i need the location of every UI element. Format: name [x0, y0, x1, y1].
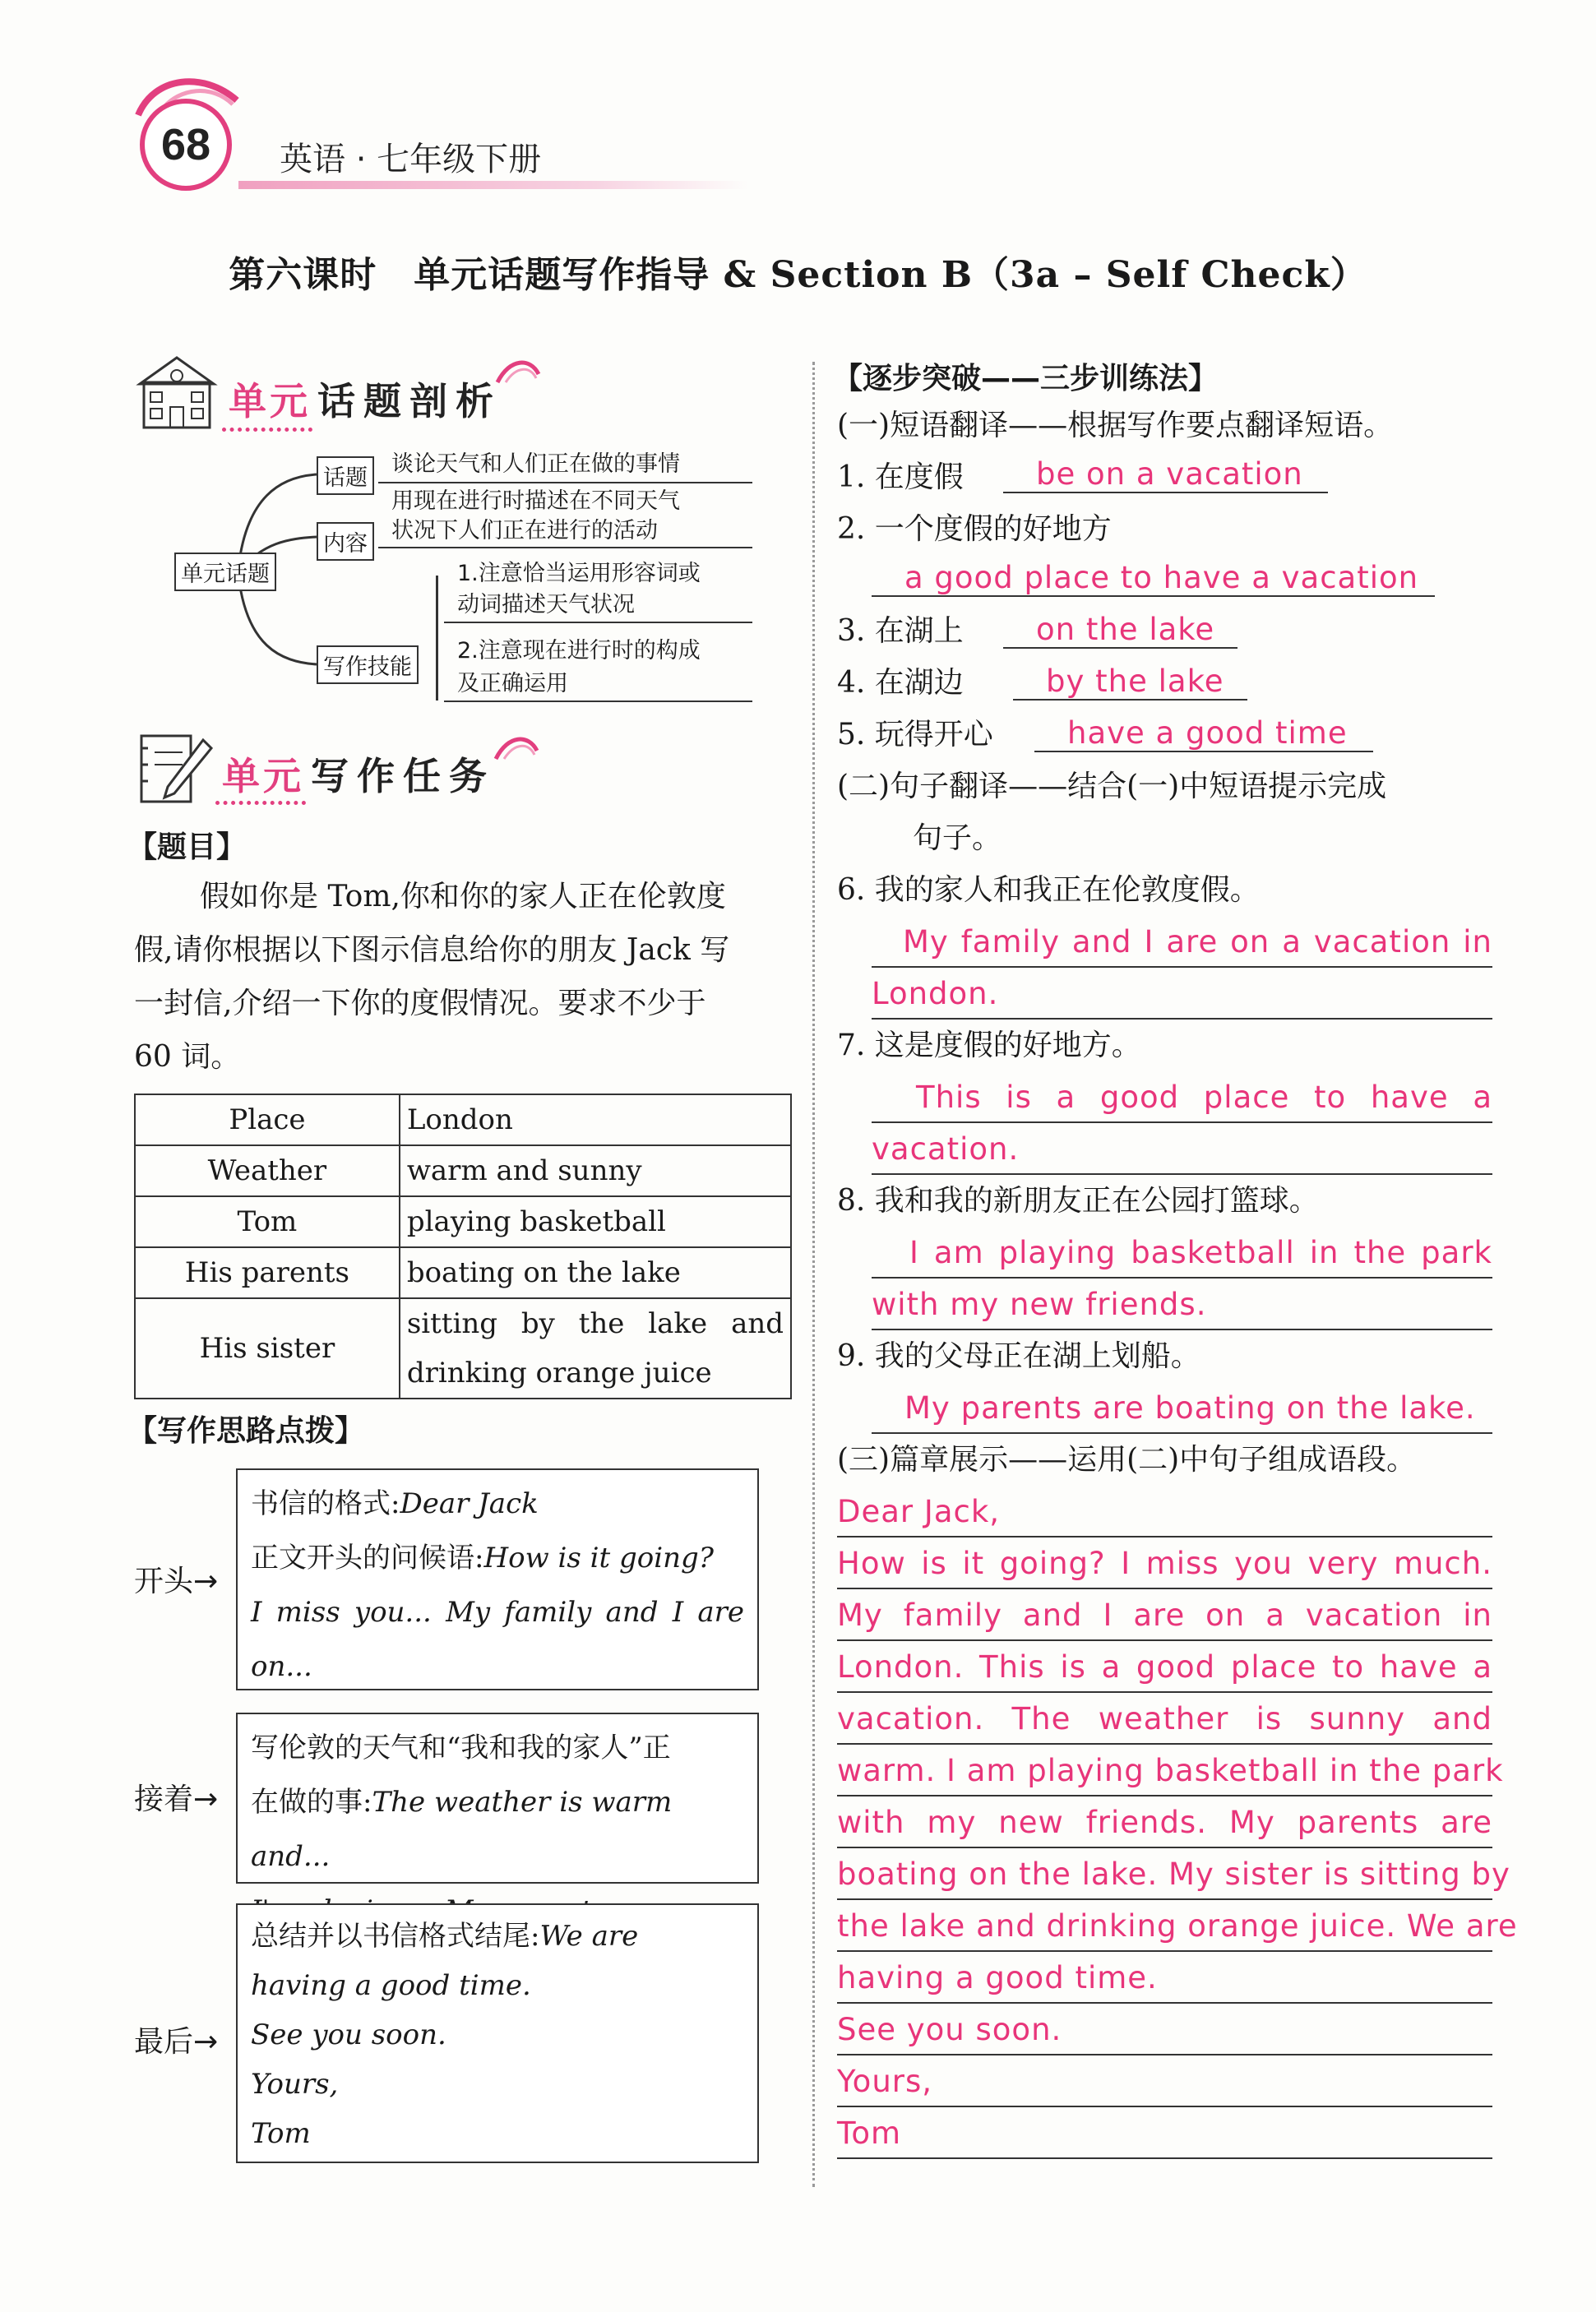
sentence-6-answer[interactable] [872, 916, 1492, 1020]
table-value: boating on the lake [400, 1247, 791, 1298]
opening-line-2 [251, 1531, 744, 1585]
banner-swirl-icon [492, 730, 541, 763]
mind-map-root: 单元话题 [174, 553, 276, 591]
ending-tip-box [236, 1903, 759, 2163]
answer-text: have a good time [1067, 715, 1348, 751]
passage-line: boating on the lake. My sister is sitting by [837, 1848, 1492, 1900]
sentence-8-cn: 8. 我和我的新朋友正在公园打篮球。 [837, 1184, 1319, 1218]
opening-line2-en: How is it going? [483, 1542, 714, 1574]
task-heading: 【题目】 [127, 830, 247, 864]
banner-dark-text: 话题剖析 [317, 379, 502, 423]
banner-pink-text: 单元 [229, 379, 311, 423]
passage-line: with my new friends. My parents are [837, 1796, 1492, 1848]
phrase-2-cn: 2. 一个度假的好地方 [837, 512, 1112, 546]
prompt-line-2: 假,请你根据以下图示信息给你的朋友 Jack 写 [134, 933, 730, 967]
lesson-title: 第六课时 单元话题写作指导 & Section B（3a – Self Check） [229, 254, 1367, 296]
table-key: Tom [135, 1196, 400, 1247]
mind-map-content-line2: 状况下人们正在进行的活动 [391, 518, 658, 543]
sentence-9-cn: 9. 我的父母正在湖上划船。 [837, 1339, 1200, 1373]
phrase-3-answer[interactable] [1003, 612, 1237, 649]
ending-line-5: Tom [251, 2117, 311, 2150]
answer-text: on the lake [1036, 612, 1215, 647]
banner-swirl-icon [493, 354, 543, 386]
ending-line-3: See you soon. [251, 2018, 446, 2051]
passage-line: warm. I am playing basketball in the park [837, 1745, 1492, 1796]
ending-line-4: Yours, [251, 2068, 339, 2101]
mind-map-content-label: 内容 [317, 522, 374, 561]
tips-heading: 【写作思路点拨】 [127, 1414, 365, 1448]
answer-line: with my new friends. [872, 1279, 1492, 1330]
mind-map-skill2-line2: 及正确运用 [457, 671, 568, 696]
phrase-5-cn: 5. 玩得开心 [837, 718, 993, 751]
mind-map-topic-text: 谈论天气和人们正在做的事情 [391, 451, 680, 477]
phrase-4-cn: 4. 在湖边 [837, 666, 964, 700]
middle-tip-box [236, 1713, 759, 1884]
mind-map-skill1-line2: 动词描述天气状况 [457, 592, 635, 617]
banner-dotted-rule [215, 801, 306, 805]
middle-line-2 [251, 1775, 744, 1884]
passage-line: London. This is a good place to have a [837, 1641, 1492, 1693]
passage-line: Tom [837, 2107, 1492, 2159]
topic-analysis-banner [229, 372, 502, 426]
sentence-8-answer[interactable] [872, 1227, 1492, 1330]
steps-heading: 【逐步突破——三步训练法】 [833, 362, 1219, 395]
mind-map-skills-bracket [436, 576, 438, 701]
phrase-1-cn: 1. 在度假 [837, 460, 964, 494]
answer-line: London. [872, 968, 1492, 1020]
middle-line2-cn: 在做的事: [251, 1786, 372, 1819]
middle-line-1: 写伦敦的天气和“我和我的家人”正 [251, 1732, 671, 1764]
mind-map-skills-label: 写作技能 [317, 645, 419, 684]
mind-map-topic-underline [378, 482, 752, 483]
table-row [135, 1196, 791, 1247]
table-key: His parents [135, 1247, 400, 1298]
phrase-3-cn: 3. 在湖上 [837, 614, 964, 648]
passage-line: Yours, [837, 2055, 1492, 2107]
ending-label: 最后→ [134, 2025, 219, 2059]
answer-text: be on a vacation [1036, 456, 1303, 492]
part3-title: (三)篇章展示——运用(二)中句子组成语段。 [837, 1443, 1417, 1477]
middle-label: 接着→ [134, 1783, 219, 1816]
table-key: Weather [135, 1145, 400, 1196]
table-row [135, 1247, 791, 1298]
mind-map-skill2-underline [444, 701, 752, 702]
passage-line: How is it going? I miss you very much. [837, 1537, 1492, 1589]
ending-line1-en: We are [539, 1920, 639, 1953]
answer-line: My parents are boating on the lake. [872, 1382, 1492, 1434]
table-value-line1: sitting by the lake and [406, 1307, 784, 1340]
opening-line1-cn: 书信的格式: [251, 1487, 400, 1520]
mind-map-skill1-line1: 1.注意恰当运用形容词或 [457, 561, 701, 586]
answer-line: This is a good place to have a [872, 1071, 1492, 1123]
opening-line2-cn: 正文开头的问候语: [251, 1542, 484, 1574]
sentence-7-cn: 7. 这是度假的好地方。 [837, 1029, 1141, 1062]
ending-line-2: having a good time. [251, 1969, 531, 2002]
opening-label: 开头→ [134, 1565, 219, 1598]
passage-line: My family and I are on a vacation in [837, 1589, 1492, 1641]
ending-line-1 [251, 1912, 744, 1961]
passage-answer[interactable] [837, 1486, 1518, 2159]
mind-map-topic-label: 话题 [317, 456, 374, 495]
table-value [400, 1298, 791, 1399]
answer-text: by the lake [1046, 664, 1224, 699]
table-key: His sister [135, 1298, 400, 1399]
table-value-line2: drinking orange juice [406, 1357, 712, 1390]
answer-line: My family and I are on a vacation in [872, 916, 1492, 968]
ending-line1-cn: 总结并以书信格式结尾: [251, 1920, 540, 1953]
table-row [135, 1145, 791, 1196]
mind-map-content-line1: 用现在进行时描述在不同天气 [391, 488, 680, 514]
sentence-6-cn: 6. 我的家人和我正在伦敦度假。 [837, 873, 1260, 907]
passage-line: having a good time. [837, 1952, 1492, 2004]
answer-line: vacation. [872, 1123, 1492, 1175]
answer-text: a good place to have a vacation [904, 560, 1419, 595]
banner-pink-text: 单元 [222, 754, 304, 798]
phrase-4-answer[interactable] [1013, 664, 1247, 701]
part2-title-line2: 句子。 [913, 821, 1002, 855]
opening-line-4: on... [251, 1650, 312, 1683]
page-number: 68 [140, 99, 232, 191]
phrase-1-answer[interactable] [1003, 456, 1328, 493]
book-title: 英语 · 七年级下册 [280, 141, 542, 178]
table-row [135, 1298, 791, 1399]
sentence-9-answer[interactable] [872, 1382, 1492, 1434]
writing-task-banner [222, 747, 495, 801]
banner-dark-text: 写作任务 [311, 754, 495, 798]
passage-line: Dear Jack, [837, 1486, 1492, 1537]
table-value: London [400, 1094, 791, 1145]
sentence-7-answer[interactable] [872, 1071, 1492, 1175]
table-value: warm and sunny [400, 1145, 791, 1196]
middle-line2-en: The weather is warm and... [251, 1786, 673, 1873]
school-building-icon [136, 349, 218, 432]
opening-tip-box [236, 1468, 759, 1690]
opening-line-1 [251, 1477, 744, 1531]
passage-line: See you soon. [837, 2004, 1492, 2055]
table-row [135, 1094, 791, 1145]
banner-dotted-rule [222, 428, 312, 432]
task-prompt [134, 870, 792, 1084]
prompt-line-1: 假如你是 Tom,你和你的家人正在伦敦度 [200, 880, 726, 913]
mind-map-skill1-underline [444, 622, 752, 623]
phrase-5-answer[interactable] [1034, 715, 1373, 752]
table-key: Place [135, 1094, 400, 1145]
vacation-info-table [134, 1094, 792, 1399]
header-rule [238, 181, 748, 189]
opening-line1-en: Dear Jack [400, 1487, 539, 1520]
phrase-2-answer[interactable] [872, 560, 1435, 597]
table-value: playing basketball [400, 1196, 791, 1247]
part1-title: (一)短语翻译——根据写作要点翻译短语。 [837, 409, 1394, 442]
opening-line-3: I miss you... My family and I are [251, 1596, 744, 1629]
prompt-line-4: 60 词。 [134, 1040, 241, 1074]
part2-title-line1: (二)句子翻译——结合(一)中短语提示完成 [837, 770, 1387, 803]
answer-line: I am playing basketball in the park [872, 1227, 1492, 1279]
prompt-line-3: 一封信,介绍一下你的度假情况。要求不少于 [134, 987, 706, 1020]
passage-line: the lake and drinking orange juice. We are [837, 1900, 1492, 1952]
passage-line: vacation. The weather is sunny and [837, 1693, 1492, 1745]
mind-map-skill2-line1: 2.注意现在进行时的构成 [457, 638, 701, 664]
mind-map-content-underline [378, 547, 752, 548]
notebook-pencil-icon [133, 728, 215, 810]
